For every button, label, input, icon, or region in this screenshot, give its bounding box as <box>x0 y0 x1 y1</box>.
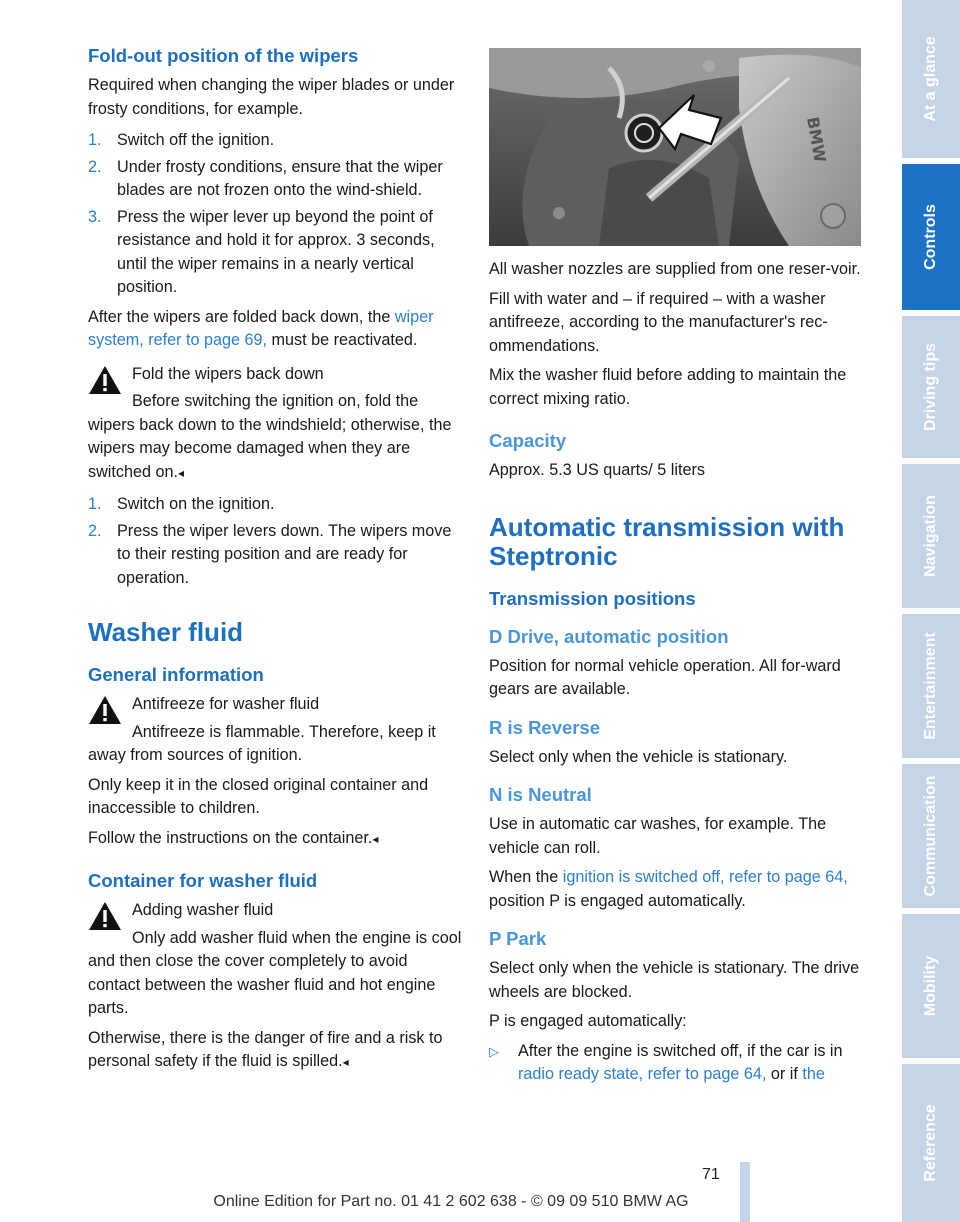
page-number-bar <box>740 1162 750 1222</box>
end-mark-icon: ◂ <box>342 1055 349 1069</box>
end-mark-icon: ◂ <box>177 465 185 480</box>
warning-adding-fluid <box>88 899 462 1021</box>
tab-navigation[interactable]: Navigation <box>902 464 960 608</box>
reverse-heading: R is Reverse <box>489 716 601 738</box>
washer-fluid-heading: Washer fluid <box>88 617 244 647</box>
tab-controls[interactable]: Controls <box>902 164 960 310</box>
warning-title: Adding washer fluid <box>132 901 274 919</box>
warning-body: Antifreeze is flammable. Therefore, keep it away from sources of ignition. <box>88 722 436 764</box>
transmission-positions-heading: Transmission positions <box>489 587 696 609</box>
automatic-transmission-heading: Automatic transmission with Steptronic <box>489 511 845 571</box>
warning-triangle-icon <box>88 901 122 931</box>
warning-antifreeze-p2: Only keep it in the closed original container and inaccessible to children. <box>88 775 429 817</box>
mix-text: Mix the washer fluid before adding to maintain the correct mixing ratio. <box>489 366 847 408</box>
warning-triangle-icon <box>88 695 122 725</box>
tab-mobility[interactable]: Mobility <box>902 914 960 1058</box>
nozzles-text: All washer nozzles are supplied from one reser-voir. <box>489 260 861 278</box>
reactivate-text: After the wipers are folded back down, the wiper system, refer to page 69, must be reactivated. <box>88 307 434 349</box>
list-item: 1. Switch off the ignition. <box>88 131 275 149</box>
radio-ready-link[interactable]: radio ready state, refer to page 64, <box>518 1065 767 1083</box>
drive-heading: D Drive, automatic position <box>489 625 729 647</box>
warning-fold-back <box>88 363 462 486</box>
bullet-arrow-icon: ▷ <box>489 1043 499 1059</box>
photo-label: BMW <box>803 115 830 164</box>
tab-entertainment[interactable]: Entertainment <box>902 614 960 758</box>
right-column <box>489 48 863 1087</box>
engine-bay-photo <box>489 48 861 246</box>
footer-text: Online Edition for Part no. 01 41 2 602 638 - © 09 09 510 BMW AG <box>213 1193 689 1210</box>
tab-at-a-glance[interactable]: At a glance <box>902 0 960 158</box>
foldout-heading: Fold-out position of the wipers <box>88 45 359 66</box>
tab-reference[interactable]: Reference <box>902 1064 960 1222</box>
park-bullets <box>489 1040 863 1087</box>
park-text: Select only when the vehicle is stationary. The drive wheels are blocked. <box>489 959 860 1001</box>
neutral-text: Use in automatic car washes, for example. The vehicle can roll. <box>489 815 827 857</box>
end-mark-icon: ◂ <box>372 831 379 846</box>
warning-title: Fold the wipers back down <box>132 364 324 383</box>
reverse-text: Select only when the vehicle is stationary. <box>489 747 788 766</box>
warning-body: Only add washer fluid when the engine is cool and then close the cover completely to avoid contact between the washer fluid and hot engine parts. <box>88 928 462 1017</box>
list-item: 2. Under frosty conditions, ensure that the wiper blades are not frozen onto the wind-shield. <box>88 157 443 199</box>
warning-antifreeze <box>88 693 462 768</box>
neutral-heading: N is Neutral <box>489 784 592 805</box>
neutral-when-text: When the ignition is switched off, refer to page 64, position P is engaged automatically. <box>489 868 848 910</box>
left-column <box>88 44 462 1081</box>
wiper-system-link[interactable]: wiper system, refer to page 69, <box>88 307 434 349</box>
page-number: 71 <box>702 1166 720 1183</box>
foldout-intro: Required when changing the wiper blades or under frosty conditions, for example. <box>88 76 455 118</box>
tab-communication[interactable]: Communication <box>902 764 960 908</box>
container-heading: Container for washer fluid <box>88 870 318 891</box>
park-auto-text: P is engaged automatically: <box>489 1012 687 1030</box>
warning-triangle-icon <box>88 365 122 395</box>
list-item: 2. Press the wiper levers down. The wipers move to their resting position and are ready for operation. <box>88 521 452 587</box>
capacity-heading: Capacity <box>489 430 567 451</box>
list-item: 1. Switch on the ignition. <box>88 495 275 513</box>
fill-text: Fill with water and – if required – with a washer antifreeze, according to the manufacturer's rec-ommendations. <box>489 289 828 355</box>
ignition-link[interactable]: ignition is switched off, refer to page 64, <box>562 868 848 886</box>
capacity-text: Approx. 5.3 US quarts/ 5 liters <box>489 461 705 479</box>
chapter-sidebar <box>902 0 960 1222</box>
tab-driving-tips[interactable]: Driving tips <box>902 316 960 458</box>
foldout-steps <box>88 129 462 300</box>
list-item: ▷ After the engine is switched off, if the car is in radio ready state, refer to page 64, or if the <box>489 1040 863 1087</box>
continuation-link[interactable]: the <box>802 1065 825 1083</box>
warning-adding-fluid-p2: Otherwise, there is the danger of fire and a risk to personal safety if the fluid is spilled.◂ <box>88 1028 443 1070</box>
general-info-heading: General information <box>88 664 264 685</box>
foldback-steps <box>88 493 462 590</box>
warning-antifreeze-p3: Follow the instructions on the container.◂ <box>88 828 379 847</box>
drive-text: Position for normal vehicle operation. All for-ward gears are available. <box>489 656 841 698</box>
park-heading: P Park <box>489 928 547 949</box>
warning-body: Before switching the ignition on, fold the wipers back down to the windshield; otherwise, the wipers may become damaged when they are switched on.◂ <box>88 392 452 481</box>
warning-title: Antifreeze for washer fluid <box>132 695 320 713</box>
list-item: 3. Press the wiper lever up beyond the point of resistance and hold it for approx. 3 seconds, until the wiper remains in a nearly vertical position. <box>88 207 435 296</box>
